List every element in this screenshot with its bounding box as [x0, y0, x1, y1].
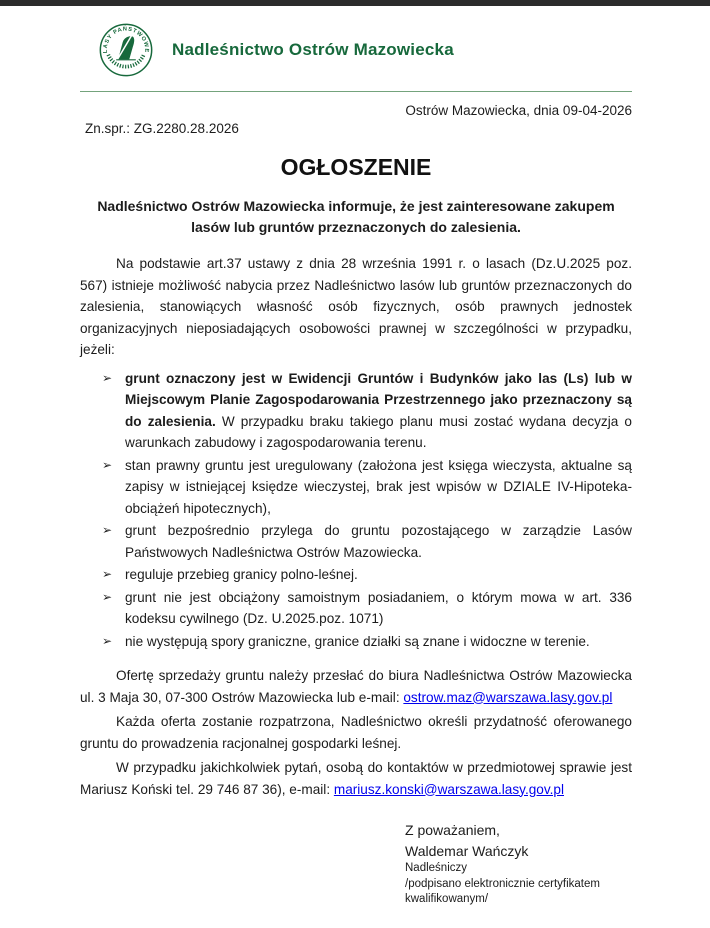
- list-item: [102, 587, 632, 630]
- bullet-text: nie występują spory graniczne, granice działki są znane i widoczne w terenie.: [125, 633, 590, 649]
- bullet-arrow-icon: ➢: [102, 457, 113, 472]
- list-item: [102, 520, 632, 563]
- signature-note: /podpisano elektronicznie certyfikatem kwalifikowanym/: [405, 877, 600, 905]
- page-title: OGŁOSZENIE: [280, 154, 432, 180]
- signature-block: [405, 820, 632, 908]
- bullet-bold-text: grunt oznaczony jest w Ewidencji Gruntów i Budynków jako las (Ls) lub w Miejscowym Planie Zagospodarowania Przestrzennego jako przeznaczony są do zalesienia.: [125, 370, 632, 429]
- list-item: [102, 455, 632, 520]
- bullet-arrow-icon: ➢: [102, 633, 113, 648]
- bullet-text: grunt bezpośrednio przylega do gruntu pozostającego w zarządzie Lasów Państwowych Nadleśnictwa Ostrów Mazowiecka.: [125, 523, 632, 560]
- office-email-link[interactable]: ostrow.maz@warszawa.lasy.gov.pl: [403, 689, 613, 705]
- signature-role: Nadleśniczy: [405, 862, 467, 874]
- intro-paragraph: Na podstawie art.37 ustawy z dnia 28 września 1991 r. o lasach (Dz.U.2025 poz. 567) istnieje możliwość nabycia przez Nadleśnictwo lasów lub gruntów przeznaczonych do zalesienia, stanowiących własność osób fizycznych, osób prawnych jednostek organizacyjnych nieposiadających osobowości prawnej w szczególności w przypadku, jeżeli:: [80, 256, 632, 357]
- signature-closing: Z poważaniem,: [405, 822, 500, 838]
- reference-number: Zn.spr.: ZG.2280.28.2026: [85, 121, 239, 136]
- review-paragraph: Każda oferta zostanie rozpatrzona, Nadleśnictwo określi przydatność oferowanego gruntu do prowadzenia racjonalnej gospodarki leśnej.: [80, 714, 632, 751]
- offer-text: Ofertę sprzedaży gruntu należy przesłać do biura Nadleśnictwa Ostrów Mazowiecka ul. 3 Maja 30, 07-300 Ostrów Mazowiecka lub e-mail:: [80, 668, 632, 705]
- bullet-text: stan prawny gruntu jest uregulowany (założona jest księga wieczysta, aktualne są zapisy w istniejącej księdze wieczystej, brak jest wpisów w DZIALE IV-Hipoteka- obciążeń hipotecznych),: [125, 457, 632, 516]
- conditions-list: [80, 368, 632, 653]
- list-item: [102, 564, 632, 586]
- bullet-arrow-icon: ➢: [102, 589, 113, 604]
- logo-curved-text: LASY PAŃSTWOWE: [102, 26, 150, 54]
- bullet-arrow-icon: ➢: [102, 567, 113, 581]
- lead-statement: Nadleśnictwo Ostrów Mazowiecka informuje, że jest zainteresowane zakupem lasów lub gruntów przeznaczonych do zalesienia.: [97, 198, 615, 235]
- bullet-arrow-icon: ➢: [102, 523, 113, 537]
- offer-paragraph: [80, 665, 632, 708]
- bullet-text: reguluje przebieg granicy polno-leśnej.: [125, 567, 358, 582]
- list-item: [102, 368, 632, 454]
- date-line: Ostrów Mazowiecka, dnia 09-04-2026: [405, 103, 632, 118]
- letterhead-divider: [80, 91, 632, 92]
- list-item: [102, 631, 632, 653]
- bullet-text: W przypadku braku takiego planu musi zostać wydana decyzja o warunkach zabudowy i zagospodarowania terenu.: [125, 413, 632, 450]
- letterhead: [98, 22, 632, 78]
- signature-name: Waldemar Wańczyk: [405, 843, 529, 859]
- contact-text: W przypadku jakichkolwiek pytań, osobą do kontaktów w przedmiotowej sprawie jest Mariusz Koński tel. 29 746 87 36), e-mail:: [80, 760, 632, 797]
- bullet-arrow-icon: ➢: [102, 370, 113, 385]
- lasy-panstwowe-logo-icon: [98, 22, 154, 78]
- bullet-text: grunt nie jest obciążony samoistnym posiadaniem, o którym mowa w art. 336 kodeksu cywilnego (Dz. U.2025.poz. 1071): [125, 589, 632, 626]
- contact-paragraph: [80, 757, 632, 800]
- logo-sail-mark: [118, 36, 134, 59]
- document-page: [0, 6, 710, 928]
- org-name: Nadleśnictwo Ostrów Mazowiecka: [172, 40, 454, 59]
- contact-email-link[interactable]: mariusz.konski@warszawa.lasy.gov.pl: [333, 781, 564, 797]
